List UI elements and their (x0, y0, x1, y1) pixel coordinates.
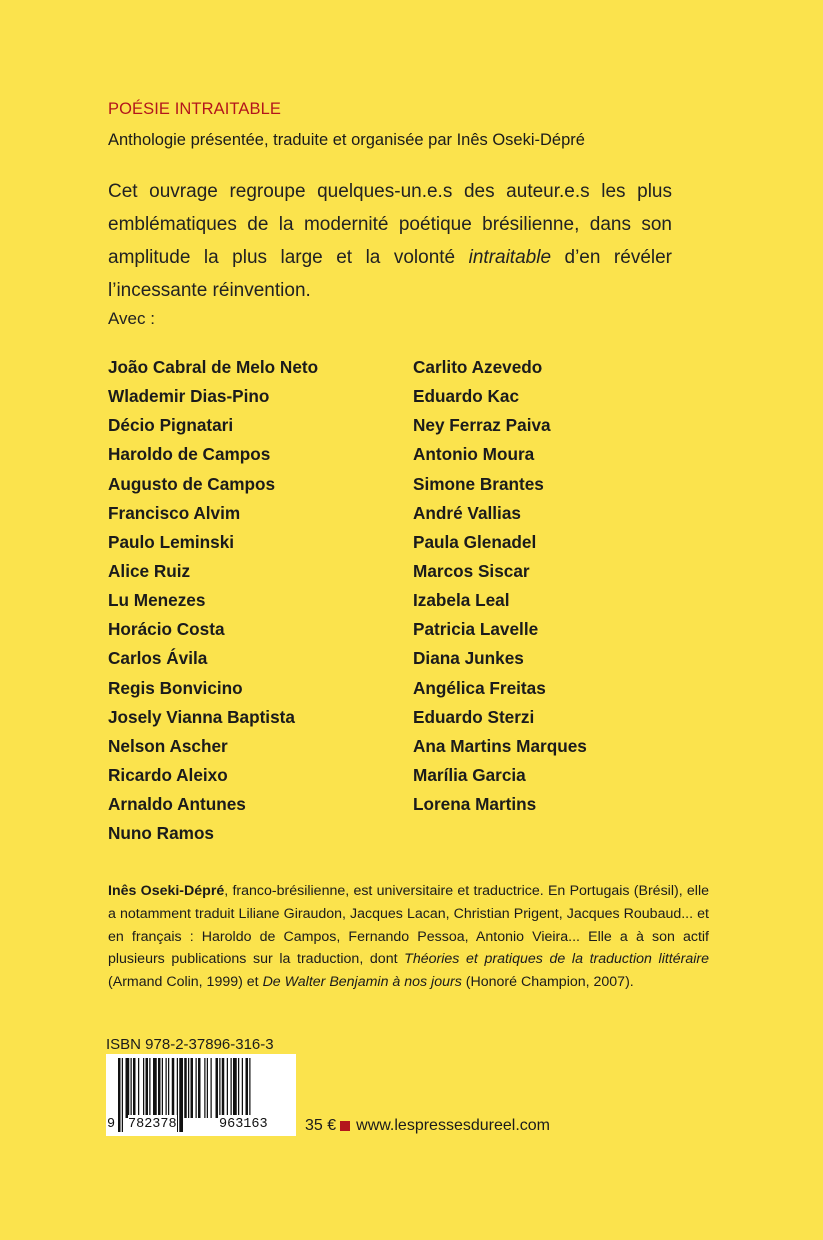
barcode-bar (249, 1058, 250, 1118)
bio-text-3: (Honoré Champion, 2007). (461, 974, 634, 991)
intro-paragraph (108, 175, 672, 307)
author-name: Marília Garcia (413, 764, 526, 785)
translator-bio (108, 880, 709, 994)
barcode-bar (146, 1058, 149, 1118)
barcode-bar (179, 1058, 183, 1132)
bio-name: Inês Oseki-Dépré (108, 883, 225, 899)
bio-book-2: De Walter Benjamin à nos jours (262, 974, 462, 991)
author-name: Ricardo Aleixo (108, 764, 228, 785)
intro-emphasis: intraitable (468, 247, 552, 268)
author-name: Wlademir Dias-Pino (108, 386, 270, 407)
author-name: Carlos Ávila (108, 648, 208, 669)
authors-column-right (413, 353, 587, 819)
author-name: Alice Ruiz (108, 560, 191, 581)
intro-text-start: Cet ouvrage regroupe quelques-un.e.s des auteur.e.s les plus emblématiques de la modernité poétique brésilienne, dans son amplitude la plus large et la volonté (108, 181, 672, 268)
barcode-bar (122, 1058, 123, 1132)
barcode-bar (246, 1058, 249, 1118)
author-name: Francisco Alvim (108, 502, 241, 523)
author-name: Eduardo Sterzi (413, 706, 535, 727)
barcode-bar (118, 1058, 121, 1132)
author-name: Haroldo de Campos (108, 444, 271, 465)
author-name: Simone Brantes (413, 473, 544, 494)
red-square-icon (340, 1121, 350, 1131)
barcode-bar (172, 1058, 175, 1118)
bio-book-1: Théories et pratiques de la traduction littéraire (404, 951, 710, 968)
author-name: Lu Menezes (108, 590, 206, 611)
author-name: Antonio Moura (413, 444, 535, 465)
author-name: Paula Glenadel (413, 531, 537, 552)
barcode-bar (153, 1058, 157, 1118)
author-name: Angélica Freitas (413, 677, 546, 698)
barcode-bar (219, 1058, 220, 1118)
barcode-bar (133, 1058, 136, 1118)
price-and-website (305, 1117, 550, 1135)
author-name: André Vallias (413, 502, 521, 523)
author-name: Izabela Leal (413, 590, 510, 611)
isbn-barcode (106, 1054, 296, 1136)
barcode-bar (149, 1058, 150, 1118)
website-link[interactable]: www.lespressesdureel.com (356, 1117, 550, 1134)
author-name: Ana Martins Marques (413, 735, 587, 756)
authors-column-left (108, 353, 318, 848)
author-name: Décio Pignatari (108, 415, 234, 436)
barcode-bar (242, 1058, 243, 1118)
barcode-bar (233, 1058, 237, 1118)
barcode-bar (138, 1058, 139, 1118)
barcode-bar (143, 1058, 144, 1118)
series-title: POÉSIE INTRAITABLE (108, 100, 281, 118)
barcode-bar (216, 1058, 219, 1118)
barcode-bar (126, 1058, 130, 1118)
isbn-label: ISBN 978-2-37896-316-3 (106, 1036, 274, 1053)
barcode-bar (188, 1058, 189, 1118)
barcode-bar (168, 1058, 169, 1118)
author-name: Carlito Azevedo (413, 357, 543, 377)
barcode-first-digit: 9 (107, 1115, 115, 1135)
barcode-bar (166, 1058, 167, 1118)
author-name: Regis Bonvicino (108, 677, 243, 698)
author-name: Diana Junkes (413, 648, 524, 669)
author-name: Lorena Martins (413, 794, 537, 815)
bio-text-2: (Armand Colin, 1999) et (108, 974, 263, 991)
barcode-bar (207, 1058, 208, 1118)
barcode-bar (198, 1058, 201, 1118)
barcode-bar (177, 1058, 178, 1132)
barcode-bar (231, 1058, 232, 1118)
barcode-bar (158, 1058, 161, 1118)
author-name: Marcos Siscar (413, 560, 530, 581)
author-name: Patricia Lavelle (413, 619, 539, 640)
barcode-bar (196, 1058, 197, 1118)
avec-label: Avec : (108, 309, 155, 328)
barcode-bar (211, 1058, 212, 1118)
author-name: Josely Vianna Baptista (108, 706, 295, 727)
author-name: João Cabral de Melo Neto (108, 357, 319, 377)
author-name: Horácio Costa (108, 619, 225, 640)
barcode-bar (191, 1058, 194, 1118)
author-name: Nelson Ascher (108, 735, 228, 756)
barcode-bar (162, 1058, 163, 1118)
barcode-right-digits: 963163 (219, 1115, 268, 1135)
author-name: Eduardo Kac (413, 386, 520, 407)
barcode-bar (227, 1058, 228, 1118)
barcode-left-digits: 782378 (128, 1115, 177, 1135)
author-name: Augusto de Campos (108, 473, 276, 494)
barcode-bar (238, 1058, 239, 1118)
author-name: Nuno Ramos (108, 823, 214, 844)
price: 35 € (305, 1117, 337, 1134)
bio-text-1: , franco-brésilienne, est universitaire et traductrice. En Portugais (Brésil), elle a notamment traduit Liliane Giraudon, Jacques Lacan, Christian Prigent, Jacques Roubaud... et en français : Haroldo de Campos, Fernando Pessoa, Antonio Vieira... Elle a à son actif plusieurs publications sur la traduction, dont (108, 883, 709, 968)
author-name: Paulo Leminski (108, 531, 235, 552)
barcode-bar (222, 1058, 225, 1118)
anthology-subtitle: Anthologie présentée, traduite et organisée par Inês Oseki-Dépré (108, 131, 585, 149)
intro-text-end: d’en révéler l’incessante réinvention. (108, 247, 672, 301)
author-name: Arnaldo Antunes (108, 794, 246, 815)
author-name: Ney Ferraz Paiva (413, 415, 551, 436)
barcode-bar (131, 1058, 132, 1118)
barcode-bar (184, 1058, 187, 1118)
barcode-bar (204, 1058, 205, 1118)
